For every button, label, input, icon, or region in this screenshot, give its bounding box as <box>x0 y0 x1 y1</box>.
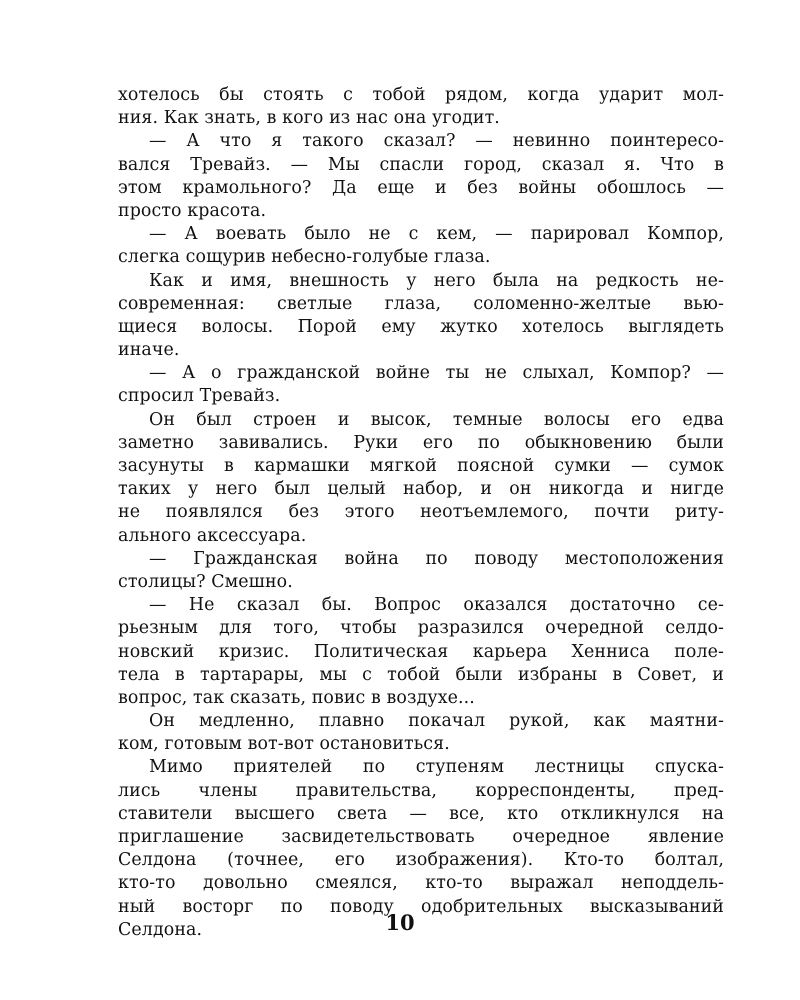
text-line: тела в тартарары, мы с тобой были избраны в Совет, и <box>118 664 724 685</box>
text-line: вался Тревайз. — Мы спасли город, сказал я. Что в <box>118 154 724 175</box>
text-line: ставители высшего света — все, кто откликнулся на <box>118 803 724 824</box>
text-line: Он медленно, плавно покачал рукой, как маятни- <box>149 711 724 732</box>
text-line: ком, готовым вот-вот остановиться. <box>118 734 450 755</box>
text-line: — А о гражданской войне ты не слыхал, Компор? — <box>149 363 724 384</box>
text-line: новский кризис. Политическая карьера Хенниса поле- <box>118 641 724 662</box>
text-line: современная: светлые глаза, соломенно-желтые вью- <box>118 293 724 314</box>
text-line: — Не сказал бы. Вопрос оказался достаточно се- <box>149 595 724 616</box>
text-line: просто красота. <box>118 200 267 221</box>
text-line: засунуты в кармашки мягкой поясной сумки — сумок <box>118 456 724 476</box>
text-line: Селдона (точнее, его изображения). Кто-то болтал, <box>118 850 724 871</box>
text-line: Как и имя, внешность у него была на редкость не- <box>149 270 724 291</box>
text-line: — А что я такого сказал? — невинно поинтересо- <box>149 131 724 152</box>
text-line: Мимо приятелей по ступеням лестницы спуска- <box>149 757 724 778</box>
page-body-text <box>118 84 724 942</box>
text-line: заметно завивались. Руки его по обыкновению были <box>118 432 724 453</box>
text-line: ный восторг по поводу одобрительных высказываний <box>118 896 724 917</box>
text-line: Селдона. <box>118 919 203 940</box>
text-line: спросил Тревайз. <box>118 386 281 407</box>
text-line: ния. Как знать, в кого из нас она угодит. <box>118 108 500 129</box>
page-number: 10 <box>385 910 415 935</box>
text-line: иначе. <box>118 340 180 361</box>
text-line: ального аксессуара. <box>118 525 307 546</box>
text-line: — Гражданская война по поводу местоположения <box>149 548 724 569</box>
text-line: щиеся волосы. Порой ему жутко хотелось выглядеть <box>118 316 724 337</box>
text-line: не появлялся без этого неотъемлемого, почти риту- <box>118 502 724 523</box>
text-line: слегка сощурив небесно-голубые глаза. <box>118 247 491 268</box>
text-line: Он был строен и высок, темные волосы его едва <box>149 409 724 430</box>
text-line: хотелось бы стоять с тобой рядом, когда ударит мол- <box>118 85 724 105</box>
text-line: этом крамольного? Да еще и без войны обошлось — <box>118 177 724 198</box>
text-line: — А воевать было не с кем, — парировал Компор, <box>149 224 724 245</box>
text-line: таких у него был целый набор, и он никогда и нигде <box>118 479 724 500</box>
text-line: вопрос, так сказать, повис в воздухе... <box>118 687 475 708</box>
text-line: рьезным для того, чтобы разразился очередной селдо- <box>118 618 724 639</box>
text-line: лись члены правительства, корреспонденты, пред- <box>118 780 724 801</box>
text-line: приглашение засвидетельствовать очередное явление <box>118 827 724 847</box>
text-line: кто-то довольно смеялся, кто-то выражал неподдель- <box>118 873 724 894</box>
text-line: столицы? Смешно. <box>118 571 293 592</box>
